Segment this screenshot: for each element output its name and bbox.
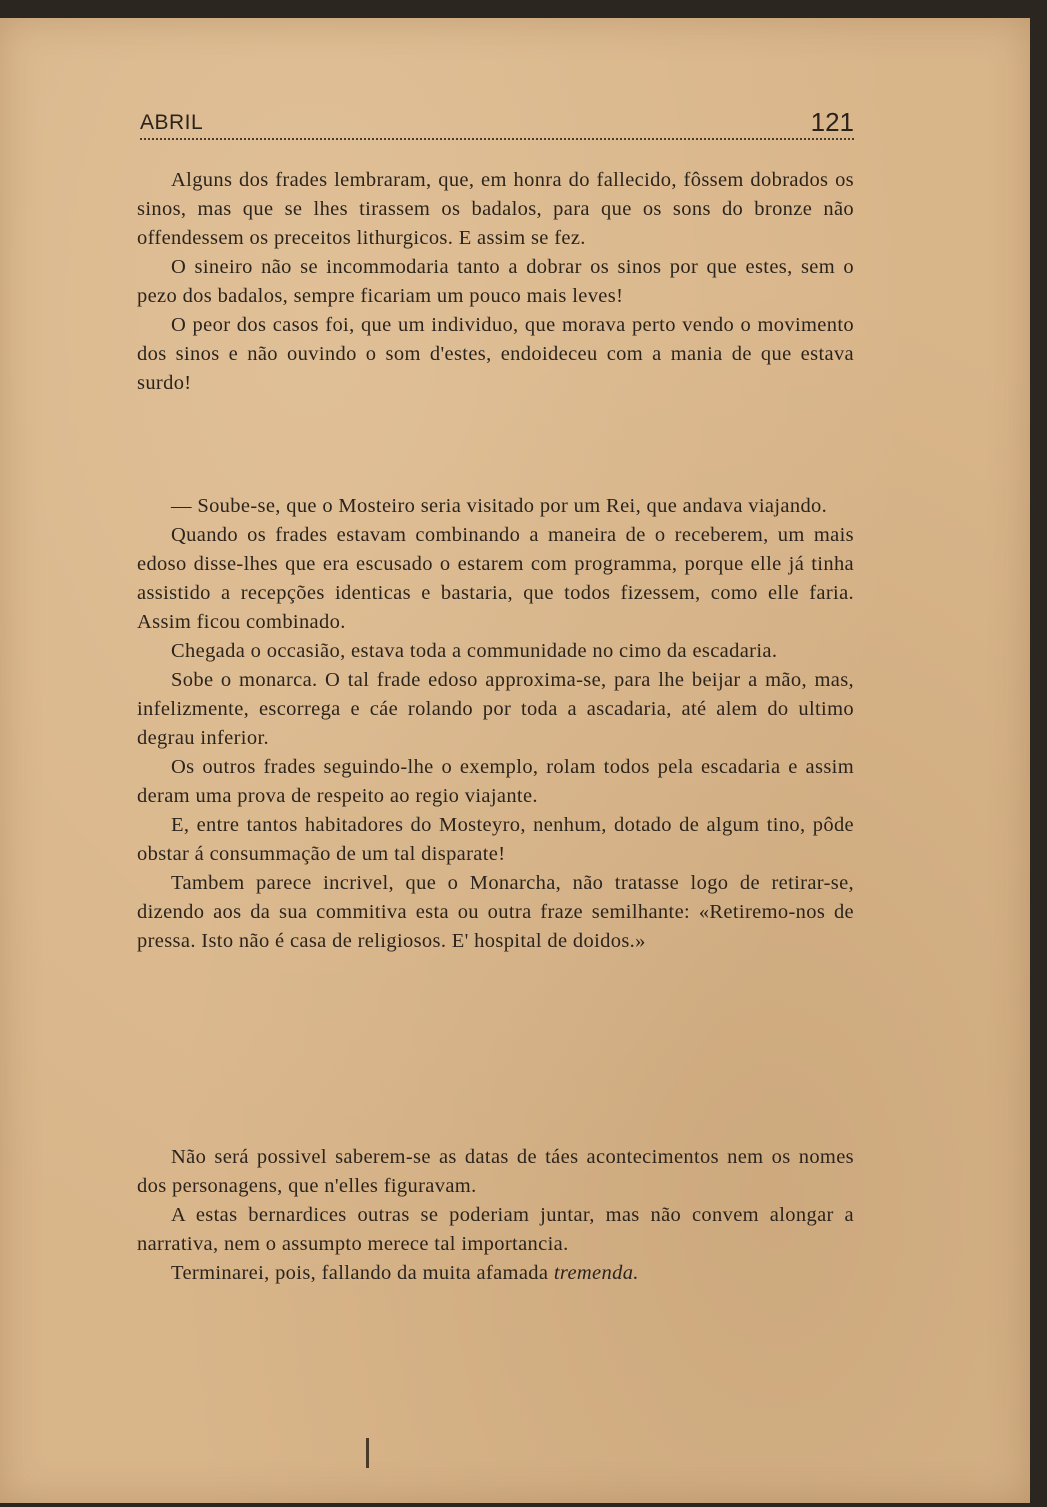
paragraph: A estas bernardices outras se poderiam juntar, mas não convem alongar a narrativa, nem o assumpto merece tal importancia. — [137, 1204, 854, 1255]
page-header — [140, 98, 854, 140]
paragraph: O sineiro não se incommodaria tanto a dobrar os sinos por que estes, sem o pezo dos badalos, sempre ficariam um pouco mais leves! — [137, 256, 854, 307]
page-number: 121 — [810, 107, 854, 137]
paragraph: Quando os frades estavam combinando a maneira de o receberem, um mais edoso disse-lhes que era escusado o estarem com programma, porque elle já tinha assistido a recepções identicas e bastaria, que todos fizessem, como elle faria. Assim ficou combinado. — [137, 524, 854, 633]
paragraph: — Soube-se, que o Mosteiro seria visitado por um Rei, que andava viajando. — [171, 495, 828, 517]
paragraph: O peor dos casos foi, que um individuo, que morava perto vendo o movimento dos sinos e não ouvindo o som d'estes, endoideceu com a mania de que estava surdo! — [137, 314, 854, 394]
paragraph: E, entre tantos habitadores do Mosteyro, nenhum, dotado de algum tino, pôde obstar á consummação de um tal disparate! — [137, 814, 854, 865]
paragraph: Chegada o occasião, estava toda a communidade no cimo da escadaria. — [171, 640, 778, 662]
final-text: Terminarei, pois, fallando da muita afamada — [171, 1262, 549, 1284]
paragraph: Tambem parece incrivel, que o Monarcha, não tratasse logo de retirar-se, dizendo aos da sua commitiva esta ou outra fraze semilhante: «Retiremo-nos de pressa. Isto não é casa de religiosos. E' hospital de doidos.» — [137, 872, 854, 952]
paragraph: Sobe o monarca. O tal frade edoso approxima-se, para lhe beijar a mão, mas, infelizmente, escorrega e cáe rolando por toda a ascadaria, até alem do ultimo degrau inferior. — [137, 669, 854, 749]
paragraph: Alguns dos frades lembraram, que, em honra do fallecido, fôssem dobrados os sinos, mas que se lhes tirassem os badalos, para que os sons do bronze não offendessem os preceitos lithurgicos. E assim se fez. — [137, 169, 854, 249]
text-block-conclusao — [137, 1143, 854, 1288]
text-block-rei-visita — [137, 492, 854, 956]
text-block-frades-sinos — [137, 166, 854, 398]
binding-mark — [366, 1438, 369, 1468]
paragraph: Não será possivel saberem-se as datas de táes acontecimentos nem os nomes dos personagens, que n'elles figuravam. — [137, 1146, 854, 1197]
paragraph-final — [137, 1259, 854, 1288]
running-head: ABRIL — [140, 111, 204, 134]
paragraph: Os outros frades seguindo-lhe o exemplo, rolam todos pela escadaria e assim deram uma prova de respeito ao regio viajante. — [137, 756, 854, 807]
final-italic-word: tremenda. — [553, 1262, 639, 1284]
